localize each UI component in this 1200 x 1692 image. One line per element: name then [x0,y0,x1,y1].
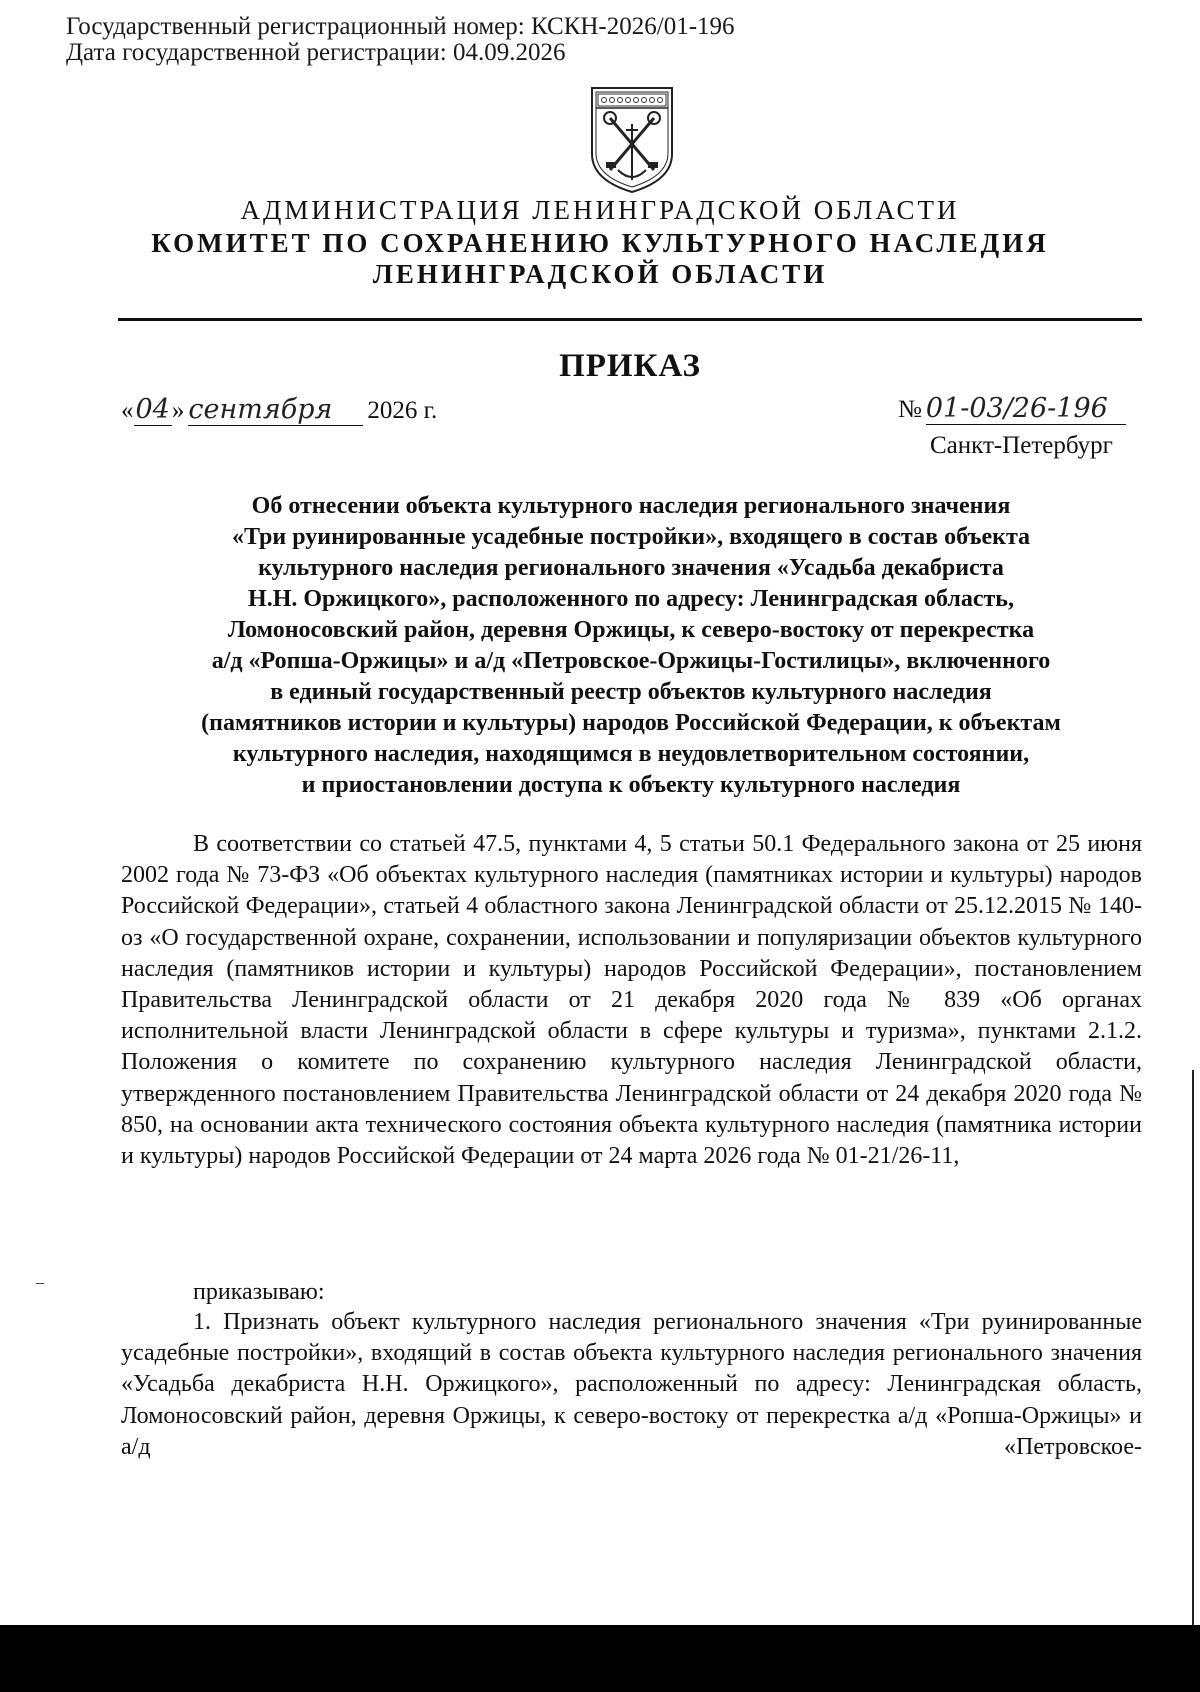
order-item-1: 1. Признать объект культурного наследия регионального значения «Три руинированные усадебные постройки», входящий в состав объекта культурного наследия регионального значения «Усадьба декабриста Н.Н. Оржицкого», расположенный по адресу: Ленинградская область, Ломоносовский район, деревня Оржицы, к северо-востоку от перекрестка а/д «Ропша-Оржицы» и а/д «Петровское- [121,1309,1142,1460]
registration-number-line [66,14,735,40]
date-year: 2026 г. [367,397,438,424]
date-month: сентября [188,394,363,426]
committee-region: ЛЕНИНГРАДСКОЙ ОБЛАСТИ [372,259,828,289]
number-prefix: № [898,396,922,423]
title-line: «Три руинированные усадебные постройки», входящего в состав объекта [231,524,1031,550]
document-number [898,393,1126,425]
scan-speck [36,1283,44,1284]
administration-name: АДМИНИСТРАЦИЯ ЛЕНИНГРАДСКОЙ ОБЛАСТИ [240,195,960,225]
order-word: приказываю: [193,1279,325,1305]
number-value: 01-03/26-196 [926,393,1126,425]
document-title [116,491,1146,801]
date-open-quote: « [121,397,134,424]
scan-bottom-border [0,1625,1200,1692]
title-line: и приостановлении доступа к объекту культурного наследия [301,772,961,798]
date-close-quote: » [171,397,185,424]
registration-date-value: 04.09.2026 [453,39,566,66]
registration-number-label: Государственный регистрационный номер: [66,13,525,40]
title-line: Ломоносовский район, деревня Оржицы, к северо-востоку от перекрестка [227,617,1035,643]
header-divider [118,318,1142,321]
registration-number-value: КСКН-2026/01-196 [530,13,735,40]
registration-info [66,14,735,66]
legal-basis-paragraph: В соответствии со статьей 47.5, пунктами 4, 5 статьи 50.1 Федерального закона от 25 июня 2002 года № 73-ФЗ «Об объектах культурного наследия (памятниках истории и культуры) народов Российской Федерации», статьей 4 областного закона Ленинградской области от 25.12.2015 № 140-оз «О государственной охране, сохранении, использовании и популяризации объектов культурного наследия (памятников истории и культуры) народов Российской Федерации», постановлением Правительства Ленинградской области от 21 декабря 2020 года № 839 «Об органах исполнительной власти Ленинградской области в сфере культуры и туризма», пунктами 2.1.2. Положения о комитете по сохранению культурного наследия Ленинградской области, утвержденного постановлением Правительства Ленинградской области от 24 декабря 2020 года № 850, на основании акта технического состояния объекта культурного наследия (памятника истории и культуры) народов Российской Федерации от 24 марта 2026 года № 01-21/26-11, [121,831,1142,1170]
committee-name: КОМИТЕТ ПО СОХРАНЕНИЮ КУЛЬТУРНОГО НАСЛЕДИЯ [151,228,1049,258]
title-line: культурного наследия, находящимся в неудовлетворительном состоянии, [232,741,1030,767]
date-day: 04 [135,394,170,425]
title-line: а/д «Ропша-Оржицы» и а/д «Петровское-Оржицы-Гостилицы», включенного [211,648,1051,674]
registration-date-label: Дата государственной регистрации: [66,39,447,66]
title-line: в единый государственный реестр объектов культурного наследия [270,679,992,705]
title-line: Н.Н. Оржицкого», расположенного по адресу: Ленинградская область, [248,586,1014,612]
scan-edge-line [1192,1070,1194,1625]
document-date [121,394,437,426]
coat-of-arms-icon [584,84,680,194]
title-line: культурного наследия регионального значения «Усадьба декабриста [258,555,1004,581]
title-line: Об отнесении объекта культурного наследия регионального значения [251,493,1011,519]
registration-date-line [66,40,735,66]
document-type: ПРИКАЗ [559,348,701,384]
document-city: Санкт-Петербург [930,432,1113,459]
title-line: (памятников истории и культуры) народов Российской Федерации, к объектам [201,710,1061,736]
